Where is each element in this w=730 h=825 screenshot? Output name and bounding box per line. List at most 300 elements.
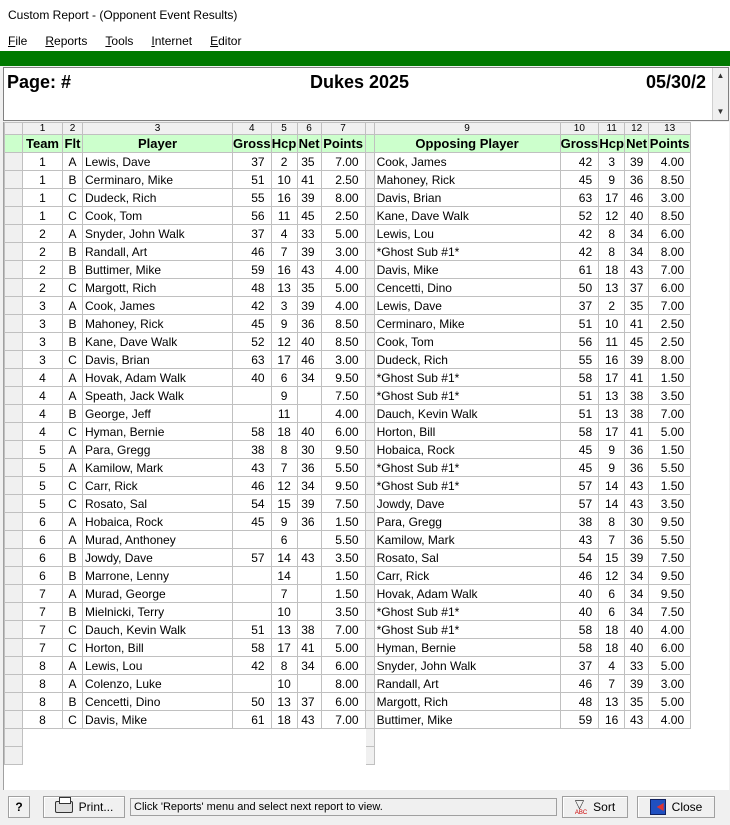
cell-opp-hcp[interactable]: 4 — [599, 657, 625, 675]
cell-points[interactable]: 3.00 — [321, 243, 365, 261]
cell-flight[interactable]: B — [63, 693, 83, 711]
cell-opp-player[interactable]: *Ghost Sub #1* — [374, 243, 560, 261]
cell-opp-points[interactable]: 7.00 — [649, 297, 691, 315]
row-header-cell[interactable] — [5, 531, 23, 549]
cell-points[interactable]: 5.00 — [321, 279, 365, 297]
cell-flight[interactable]: B — [63, 333, 83, 351]
cell-gross[interactable]: 59 — [233, 261, 272, 279]
column-header-opp-net[interactable]: Net — [626, 135, 648, 151]
cell-opp-player[interactable]: Horton, Bill — [374, 423, 560, 441]
cell-team[interactable]: 3 — [23, 351, 63, 369]
cell-opp-player[interactable]: Kane, Dave Walk — [374, 207, 560, 225]
row-header-cell[interactable] — [5, 369, 23, 387]
cell-points[interactable]: 4.00 — [321, 405, 365, 423]
cell-opp-gross[interactable]: 42 — [560, 243, 599, 261]
cell-opp-player[interactable]: Jowdy, Dave — [374, 495, 560, 513]
help-button[interactable] — [8, 796, 30, 818]
cell-hcp[interactable]: 9 — [271, 315, 297, 333]
cell-player[interactable]: Horton, Bill — [83, 639, 233, 657]
row-header-cell[interactable] — [5, 123, 23, 135]
cell-opp-net[interactable]: 36 — [625, 459, 649, 477]
cell-opp-net[interactable]: 39 — [625, 351, 649, 369]
row-header-cell[interactable] — [5, 387, 23, 405]
cell-opp-gross[interactable]: 50 — [560, 279, 599, 297]
menu-reports[interactable]: Reports — [45, 34, 88, 48]
cell-opp-points[interactable]: 4.00 — [649, 621, 691, 639]
cell-hcp[interactable]: 18 — [271, 711, 297, 729]
cell-player[interactable]: Rosato, Sal — [83, 495, 233, 513]
cell-opp-player[interactable]: Rosato, Sal — [374, 549, 560, 567]
cell-team[interactable]: 4 — [23, 387, 63, 405]
cell-opp-gross[interactable]: 56 — [560, 333, 599, 351]
cell-gross[interactable]: 42 — [233, 297, 272, 315]
cell-net[interactable]: 34 — [297, 657, 321, 675]
cell-player[interactable]: Hovak, Adam Walk — [83, 369, 233, 387]
cell-opp-net[interactable]: 34 — [625, 567, 649, 585]
row-header-cell[interactable] — [5, 189, 23, 207]
cell-gross[interactable]: 51 — [233, 621, 272, 639]
cell-flight[interactable]: C — [63, 279, 83, 297]
cell-points[interactable]: 2.50 — [321, 171, 365, 189]
cell-points[interactable]: 8.00 — [321, 675, 365, 693]
cell-gross[interactable]: 46 — [233, 243, 272, 261]
cell-opp-hcp[interactable]: 18 — [599, 621, 625, 639]
cell-player[interactable]: Buttimer, Mike — [83, 261, 233, 279]
cell-player[interactable]: Mahoney, Rick — [83, 315, 233, 333]
cell-flight[interactable]: A — [63, 657, 83, 675]
cell-player[interactable]: Marrone, Lenny — [83, 567, 233, 585]
cell-net[interactable]: 36 — [297, 459, 321, 477]
cell-net[interactable]: 35 — [297, 153, 321, 171]
cell-opp-points[interactable]: 9.50 — [649, 567, 691, 585]
row-header-cell[interactable] — [5, 279, 23, 297]
cell-net[interactable] — [297, 585, 321, 603]
cell-hcp[interactable]: 7 — [271, 585, 297, 603]
cell-hcp[interactable]: 12 — [271, 477, 297, 495]
cell-player[interactable]: Cook, James — [83, 297, 233, 315]
cell-hcp[interactable]: 15 — [271, 495, 297, 513]
menu-editor[interactable]: Editor — [210, 34, 242, 48]
cell-hcp[interactable]: 13 — [271, 621, 297, 639]
cell-opp-player[interactable]: Cerminaro, Mike — [374, 315, 560, 333]
cell-hcp[interactable]: 14 — [271, 549, 297, 567]
cell-opp-player[interactable]: Cencetti, Dino — [374, 279, 560, 297]
results-grid[interactable] — [3, 122, 729, 790]
cell-gross[interactable]: 55 — [233, 189, 272, 207]
cell-team[interactable]: 1 — [23, 189, 63, 207]
row-header-cell[interactable] — [5, 225, 23, 243]
cell-opp-points[interactable]: 8.50 — [649, 171, 691, 189]
cell-opp-net[interactable]: 34 — [625, 225, 649, 243]
cell-opp-points[interactable]: 2.50 — [649, 315, 691, 333]
row-header-cell[interactable] — [5, 567, 23, 585]
cell-points[interactable]: 4.00 — [321, 261, 365, 279]
cell-net[interactable]: 40 — [297, 423, 321, 441]
cell-opp-gross[interactable]: 59 — [560, 711, 599, 729]
row-header-cell[interactable] — [5, 657, 23, 675]
cell-hcp[interactable]: 11 — [271, 207, 297, 225]
cell-net[interactable]: 45 — [297, 207, 321, 225]
cell-points[interactable]: 7.50 — [321, 387, 365, 405]
cell-opp-gross[interactable]: 57 — [560, 477, 599, 495]
row-header-cell[interactable] — [5, 135, 23, 153]
cell-flight[interactable]: A — [63, 513, 83, 531]
cell-opp-player[interactable]: Hovak, Adam Walk — [374, 585, 560, 603]
column-number-hcp[interactable]: 5 — [271, 123, 297, 135]
cell-opp-net[interactable]: 36 — [625, 531, 649, 549]
cell-player[interactable]: Dauch, Kevin Walk — [83, 621, 233, 639]
cell-opp-gross[interactable]: 52 — [560, 207, 599, 225]
cell-opp-points[interactable]: 4.00 — [649, 711, 691, 729]
cell-flight[interactable]: A — [63, 459, 83, 477]
cell-flight[interactable]: C — [63, 495, 83, 513]
cell-player[interactable]: Davis, Brian — [83, 351, 233, 369]
cell-opp-player[interactable]: Kamilow, Mark — [374, 531, 560, 549]
cell-gross[interactable]: 61 — [233, 711, 272, 729]
print-button[interactable] — [43, 796, 125, 818]
cell-opp-net[interactable]: 45 — [625, 333, 649, 351]
cell-team[interactable]: 2 — [23, 225, 63, 243]
cell-opp-net[interactable]: 39 — [625, 153, 649, 171]
cell-player[interactable]: Para, Gregg — [83, 441, 233, 459]
cell-player[interactable]: Cencetti, Dino — [83, 693, 233, 711]
cell-opp-player[interactable]: Carr, Rick — [374, 567, 560, 585]
cell-points[interactable]: 5.00 — [321, 225, 365, 243]
row-header-cell[interactable] — [5, 495, 23, 513]
cell-gross[interactable]: 58 — [233, 639, 272, 657]
cell-hcp[interactable]: 13 — [271, 279, 297, 297]
cell-team[interactable]: 4 — [23, 369, 63, 387]
menu-file[interactable]: File — [8, 34, 28, 48]
cell-gross[interactable] — [233, 405, 272, 423]
cell-opp-player[interactable]: Para, Gregg — [374, 513, 560, 531]
cell-points[interactable]: 3.00 — [321, 351, 365, 369]
cell-opp-net[interactable]: 36 — [625, 171, 649, 189]
cell-opp-gross[interactable]: 40 — [560, 585, 599, 603]
cell-opp-points[interactable]: 5.50 — [649, 459, 691, 477]
header-scrollbar[interactable] — [712, 68, 728, 120]
cell-hcp[interactable]: 11 — [271, 405, 297, 423]
cell-opp-player[interactable]: *Ghost Sub #1* — [374, 459, 560, 477]
cell-opp-points[interactable]: 2.50 — [649, 333, 691, 351]
row-header-cell[interactable] — [5, 585, 23, 603]
cell-points[interactable]: 4.00 — [321, 297, 365, 315]
cell-team[interactable]: 7 — [23, 585, 63, 603]
column-number-opp-player[interactable]: 9 — [374, 123, 560, 135]
cell-points[interactable]: 5.50 — [321, 459, 365, 477]
cell-flight[interactable]: B — [63, 405, 83, 423]
cell-hcp[interactable]: 9 — [271, 387, 297, 405]
cell-gross[interactable]: 40 — [233, 369, 272, 387]
cell-opp-hcp[interactable]: 15 — [599, 549, 625, 567]
cell-opp-net[interactable]: 43 — [625, 495, 649, 513]
column-header-points[interactable]: Points — [321, 135, 365, 153]
cell-opp-gross[interactable]: 58 — [560, 423, 599, 441]
cell-opp-gross[interactable]: 37 — [560, 657, 599, 675]
cell-opp-hcp[interactable]: 7 — [599, 675, 625, 693]
cell-points[interactable]: 7.50 — [321, 495, 365, 513]
cell-points[interactable]: 8.00 — [321, 189, 365, 207]
cell-net[interactable]: 35 — [297, 279, 321, 297]
cell-flight[interactable]: A — [63, 387, 83, 405]
row-header-cell[interactable] — [5, 207, 23, 225]
cell-net[interactable]: 39 — [297, 243, 321, 261]
cell-points[interactable]: 1.50 — [321, 585, 365, 603]
cell-team[interactable]: 6 — [23, 549, 63, 567]
cell-team[interactable]: 5 — [23, 495, 63, 513]
column-header-gross[interactable]: Gross — [233, 135, 271, 151]
cell-player[interactable]: George, Jeff — [83, 405, 233, 423]
cell-opp-hcp[interactable]: 16 — [599, 711, 625, 729]
cell-points[interactable]: 2.50 — [321, 207, 365, 225]
cell-player[interactable]: Hobaica, Rock — [83, 513, 233, 531]
cell-hcp[interactable]: 10 — [271, 675, 297, 693]
cell-opp-hcp[interactable]: 17 — [599, 369, 625, 387]
cell-flight[interactable]: B — [63, 603, 83, 621]
cell-opp-points[interactable]: 7.50 — [649, 603, 691, 621]
cell-player[interactable]: Mielnicki, Terry — [83, 603, 233, 621]
cell-net[interactable] — [297, 675, 321, 693]
cell-team[interactable]: 8 — [23, 693, 63, 711]
cell-gross[interactable]: 63 — [233, 351, 272, 369]
column-number-flight[interactable]: 2 — [63, 123, 83, 135]
cell-gross[interactable]: 37 — [233, 153, 272, 171]
cell-gross[interactable]: 50 — [233, 693, 272, 711]
cell-net[interactable]: 34 — [297, 477, 321, 495]
cell-opp-points[interactable]: 4.00 — [649, 153, 691, 171]
cell-net[interactable]: 46 — [297, 351, 321, 369]
cell-opp-gross[interactable]: 38 — [560, 513, 599, 531]
row-header-cell[interactable] — [5, 603, 23, 621]
cell-net[interactable]: 41 — [297, 171, 321, 189]
cell-team[interactable]: 8 — [23, 657, 63, 675]
cell-hcp[interactable]: 8 — [271, 657, 297, 675]
cell-gross[interactable] — [233, 387, 272, 405]
cell-flight[interactable]: A — [63, 585, 83, 603]
cell-player[interactable]: Murad, George — [83, 585, 233, 603]
cell-hcp[interactable]: 7 — [271, 459, 297, 477]
cell-opp-points[interactable]: 3.00 — [649, 675, 691, 693]
cell-net[interactable]: 37 — [297, 693, 321, 711]
column-header-opp-points[interactable]: Points — [649, 135, 690, 151]
cell-opp-net[interactable]: 43 — [625, 711, 649, 729]
cell-net[interactable] — [297, 603, 321, 621]
cell-opp-hcp[interactable]: 6 — [599, 603, 625, 621]
cell-net[interactable]: 34 — [297, 369, 321, 387]
cell-opp-gross[interactable]: 55 — [560, 351, 599, 369]
cell-opp-hcp[interactable]: 8 — [599, 513, 625, 531]
cell-flight[interactable]: A — [63, 297, 83, 315]
cell-hcp[interactable]: 6 — [271, 531, 297, 549]
row-header-cell[interactable] — [5, 171, 23, 189]
cell-opp-points[interactable]: 8.50 — [649, 207, 691, 225]
cell-opp-hcp[interactable]: 9 — [599, 459, 625, 477]
row-header-cell[interactable] — [5, 549, 23, 567]
cell-opp-gross[interactable]: 51 — [560, 387, 599, 405]
cell-opp-gross[interactable]: 57 — [560, 495, 599, 513]
cell-opp-hcp[interactable]: 12 — [599, 207, 625, 225]
column-header-opp-hcp[interactable]: Hcp — [599, 135, 624, 151]
cell-team[interactable]: 5 — [23, 477, 63, 495]
cell-opp-points[interactable]: 7.50 — [649, 549, 691, 567]
cell-opp-points[interactable]: 7.00 — [649, 261, 691, 279]
cell-hcp[interactable]: 18 — [271, 423, 297, 441]
cell-net[interactable] — [297, 567, 321, 585]
cell-opp-gross[interactable]: 58 — [560, 639, 599, 657]
cell-points[interactable]: 9.50 — [321, 441, 365, 459]
cell-opp-net[interactable]: 38 — [625, 387, 649, 405]
cell-opp-player[interactable]: Snyder, John Walk — [374, 657, 560, 675]
row-header-cell[interactable] — [5, 513, 23, 531]
cell-flight[interactable]: C — [63, 207, 83, 225]
cell-opp-hcp[interactable]: 18 — [599, 639, 625, 657]
cell-hcp[interactable]: 14 — [271, 567, 297, 585]
cell-flight[interactable]: B — [63, 261, 83, 279]
cell-net[interactable]: 40 — [297, 333, 321, 351]
row-header-cell[interactable] — [5, 261, 23, 279]
column-header-team[interactable]: Team — [23, 135, 63, 153]
cell-flight[interactable]: B — [63, 243, 83, 261]
cell-opp-player[interactable]: *Ghost Sub #1* — [374, 603, 560, 621]
cell-player[interactable]: Dudeck, Rich — [83, 189, 233, 207]
row-header-cell[interactable] — [5, 477, 23, 495]
row-header-cell[interactable] — [5, 693, 23, 711]
cell-team[interactable]: 2 — [23, 261, 63, 279]
cell-flight[interactable]: B — [63, 171, 83, 189]
cell-opp-net[interactable]: 40 — [625, 639, 649, 657]
cell-opp-player[interactable]: Randall, Art — [374, 675, 560, 693]
cell-hcp[interactable]: 7 — [271, 243, 297, 261]
cell-hcp[interactable]: 8 — [271, 441, 297, 459]
cell-opp-points[interactable]: 3.00 — [649, 189, 691, 207]
cell-opp-points[interactable]: 1.50 — [649, 369, 691, 387]
cell-net[interactable]: 39 — [297, 189, 321, 207]
cell-player[interactable]: Speath, Jack Walk — [83, 387, 233, 405]
cell-net[interactable]: 30 — [297, 441, 321, 459]
cell-player[interactable]: Jowdy, Dave — [83, 549, 233, 567]
cell-net[interactable] — [297, 531, 321, 549]
cell-gross[interactable] — [233, 531, 272, 549]
cell-opp-hcp[interactable]: 6 — [599, 585, 625, 603]
cell-opp-net[interactable]: 35 — [625, 693, 649, 711]
cell-opp-points[interactable]: 6.00 — [649, 639, 691, 657]
cell-player[interactable]: Lewis, Dave — [83, 153, 233, 171]
cell-hcp[interactable]: 16 — [271, 189, 297, 207]
cell-opp-gross[interactable]: 43 — [560, 531, 599, 549]
cell-player[interactable]: Lewis, Lou — [83, 657, 233, 675]
cell-opp-net[interactable]: 33 — [625, 657, 649, 675]
cell-opp-net[interactable]: 37 — [625, 279, 649, 297]
cell-opp-gross[interactable]: 45 — [560, 459, 599, 477]
cell-gross[interactable]: 38 — [233, 441, 272, 459]
cell-points[interactable]: 7.00 — [321, 621, 365, 639]
column-header-opp-player[interactable]: Opposing Player — [374, 135, 560, 153]
cell-team[interactable]: 5 — [23, 459, 63, 477]
cell-opp-net[interactable]: 34 — [625, 243, 649, 261]
cell-net[interactable]: 43 — [297, 549, 321, 567]
cell-hcp[interactable]: 4 — [271, 225, 297, 243]
cell-team[interactable]: 2 — [23, 243, 63, 261]
cell-team[interactable]: 6 — [23, 531, 63, 549]
cell-opp-net[interactable]: 41 — [625, 369, 649, 387]
cell-opp-net[interactable]: 41 — [625, 315, 649, 333]
cell-opp-gross[interactable]: 54 — [560, 549, 599, 567]
cell-gross[interactable]: 46 — [233, 477, 272, 495]
row-header-cell[interactable] — [5, 639, 23, 657]
cell-team[interactable]: 8 — [23, 711, 63, 729]
cell-player[interactable]: Snyder, John Walk — [83, 225, 233, 243]
cell-opp-gross[interactable]: 46 — [560, 567, 599, 585]
cell-hcp[interactable]: 2 — [271, 153, 297, 171]
cell-team[interactable]: 3 — [23, 333, 63, 351]
cell-opp-player[interactable]: *Ghost Sub #1* — [374, 387, 560, 405]
cell-opp-player[interactable]: *Ghost Sub #1* — [374, 477, 560, 495]
cell-team[interactable]: 3 — [23, 297, 63, 315]
column-number-player[interactable]: 3 — [83, 123, 233, 135]
cell-player[interactable]: Hyman, Bernie — [83, 423, 233, 441]
row-header-cell[interactable] — [5, 675, 23, 693]
cell-opp-points[interactable]: 7.00 — [649, 405, 691, 423]
row-header-cell[interactable] — [5, 423, 23, 441]
sort-button[interactable] — [562, 796, 628, 818]
cell-opp-hcp[interactable]: 9 — [599, 171, 625, 189]
cell-team[interactable]: 4 — [23, 423, 63, 441]
cell-opp-gross[interactable]: 61 — [560, 261, 599, 279]
cell-hcp[interactable]: 12 — [271, 333, 297, 351]
cell-gross[interactable]: 43 — [233, 459, 272, 477]
cell-net[interactable]: 43 — [297, 261, 321, 279]
cell-gross[interactable] — [233, 585, 272, 603]
cell-team[interactable]: 6 — [23, 513, 63, 531]
cell-flight[interactable]: C — [63, 477, 83, 495]
cell-gross[interactable]: 45 — [233, 315, 272, 333]
cell-opp-points[interactable]: 5.00 — [649, 657, 691, 675]
cell-flight[interactable]: B — [63, 315, 83, 333]
cell-points[interactable]: 6.00 — [321, 657, 365, 675]
row-header-cell[interactable] — [5, 711, 23, 729]
cell-opp-net[interactable]: 34 — [625, 603, 649, 621]
cell-opp-net[interactable]: 36 — [625, 441, 649, 459]
cell-hcp[interactable]: 6 — [271, 369, 297, 387]
cell-opp-player[interactable]: Lewis, Dave — [374, 297, 560, 315]
scroll-down-arrow-icon[interactable]: ▼ — [716, 107, 725, 116]
menu-tools[interactable]: Tools — [105, 34, 134, 48]
cell-player[interactable]: Margott, Rich — [83, 279, 233, 297]
cell-net[interactable]: 38 — [297, 621, 321, 639]
cell-team[interactable]: 1 — [23, 171, 63, 189]
cell-flight[interactable]: C — [63, 639, 83, 657]
cell-opp-player[interactable]: Davis, Brian — [374, 189, 560, 207]
cell-team[interactable]: 2 — [23, 279, 63, 297]
cell-team[interactable]: 3 — [23, 315, 63, 333]
cell-opp-gross[interactable]: 51 — [560, 315, 599, 333]
cell-opp-gross[interactable]: 37 — [560, 297, 599, 315]
cell-team[interactable]: 4 — [23, 405, 63, 423]
cell-opp-player[interactable]: Cook, Tom — [374, 333, 560, 351]
cell-net[interactable]: 36 — [297, 513, 321, 531]
column-header-hcp[interactable]: Hcp — [271, 135, 297, 151]
cell-opp-player[interactable]: Hobaica, Rock — [374, 441, 560, 459]
cell-net[interactable]: 43 — [297, 711, 321, 729]
cell-opp-net[interactable]: 38 — [625, 405, 649, 423]
cell-opp-hcp[interactable]: 11 — [599, 333, 625, 351]
cell-player[interactable]: Davis, Mike — [83, 711, 233, 729]
cell-team[interactable]: 5 — [23, 441, 63, 459]
cell-net[interactable]: 39 — [297, 495, 321, 513]
cell-opp-points[interactable]: 3.50 — [649, 387, 691, 405]
cell-opp-points[interactable]: 1.50 — [649, 441, 691, 459]
cell-opp-points[interactable]: 9.50 — [649, 513, 691, 531]
